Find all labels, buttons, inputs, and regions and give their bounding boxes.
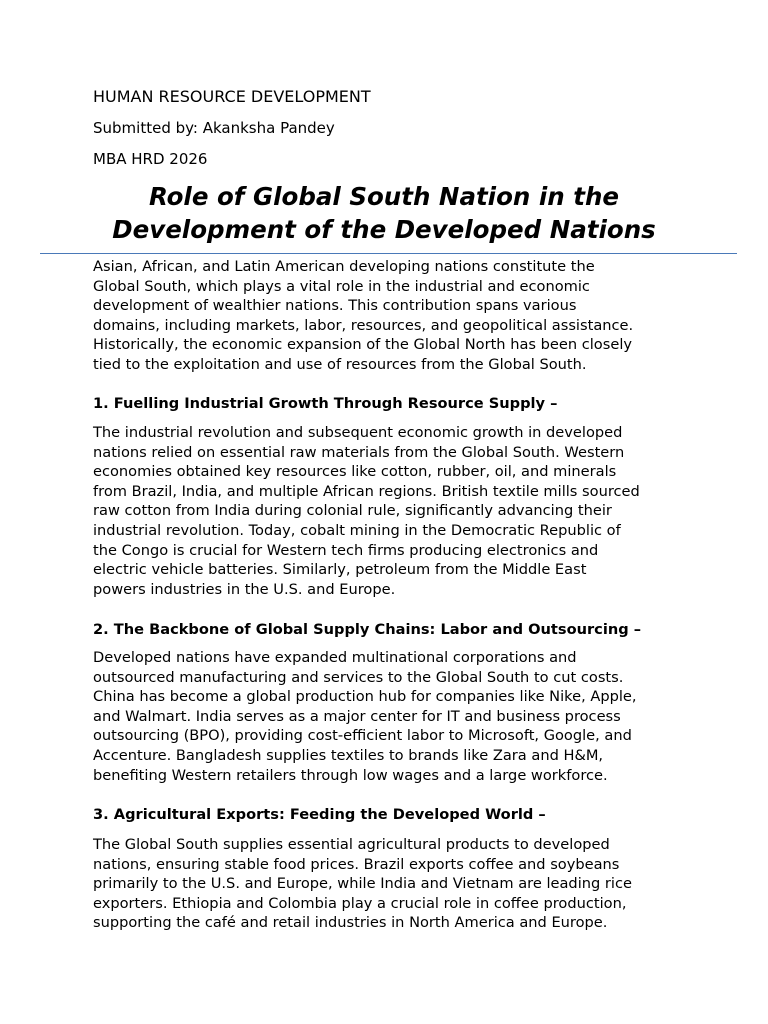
text-line: The industrial revolution and subsequent economic growth in developed [93, 424, 623, 441]
text-line: raw cotton from India during colonial rule, significantly advancing their [93, 502, 612, 520]
text-line: exporters. Ethiopia and Colombia play a crucial role in coffee production, [93, 894, 627, 912]
text-line: economies obtained key resources like cotton, rubber, oil, and minerals [93, 463, 617, 481]
text-line: nations relied on essential raw materials from the Global South. Western [93, 443, 625, 461]
text-line: supporting the café and retail industries in North America and Europe. [93, 914, 608, 932]
section-paragraph-supply-chains [93, 648, 693, 785]
text-line: from Brazil, India, and multiple African regions. British textile mills sourced [93, 482, 640, 500]
text-line: Accenture. Bangladesh supplies textiles to brands like Zara and H&M, [93, 746, 604, 764]
text-line: primarily to the U.S. and Europe, while India and Vietnam are leading rice [93, 875, 632, 893]
text-line: Global South, which plays a vital role in the industrial and economic [93, 277, 590, 295]
title-line: Role of Global South Nation in the [148, 182, 620, 211]
text-line: China has become a global production hub for companies like Nike, Apple, [93, 688, 637, 706]
section-heading-supply-chains: 2. The Backbone of Global Supply Chains: Labor and Outsourcing – [93, 621, 642, 638]
text-line: tied to the exploitation and use of resources from the Global South. [93, 355, 587, 373]
text-line: development of wealthier nations. This contribution spans various [93, 297, 577, 315]
text-line: and Walmart. India serves as a major center for IT and business process [93, 707, 621, 725]
text-line: Developed nations have expanded multinational corporations and [93, 649, 577, 666]
text-line: Historically, the economic expansion of the Global North has been closely [93, 336, 633, 354]
text-line: benefiting Western retailers through low wages and a large workforce. [93, 766, 608, 784]
section-paragraph-agricultural-exports [93, 835, 693, 933]
text-line: nations, ensuring stable food prices. Brazil exports coffee and soybeans [93, 855, 620, 873]
text-line: the Congo is crucial for Western tech firms producing electronics and [93, 541, 599, 559]
text-line: domains, including markets, labor, resources, and geopolitical assistance. [93, 316, 634, 334]
title-line: Development of the Developed Nations [112, 215, 656, 244]
section-paragraph-resource-supply [93, 423, 693, 599]
text-line: industrial revolution. Today, cobalt mining in the Democratic Republic of [93, 521, 621, 539]
text-line: outsourcing (BPO), providing cost-efficient labor to Microsoft, Google, and [93, 727, 632, 745]
submitted-by: Submitted by: Akanksha Pandey [93, 119, 335, 137]
text-line: outsourced manufacturing and services to the Global South to cut costs. [93, 668, 624, 686]
text-line: electric vehicle batteries. Similarly, petroleum from the Middle East [93, 561, 587, 579]
section-heading-agricultural-exports: 3. Agricultural Exports: Feeding the Developed World – [93, 806, 546, 823]
intro-paragraph [93, 257, 693, 375]
document-title [40, 180, 728, 246]
title-divider [40, 253, 737, 254]
course-name: HUMAN RESOURCE DEVELOPMENT [93, 87, 371, 106]
program-name: MBA HRD 2026 [93, 150, 208, 168]
section-heading-resource-supply: 1. Fuelling Industrial Growth Through Resource Supply – [93, 395, 558, 412]
text-line: The Global South supplies essential agricultural products to developed [93, 836, 610, 853]
text-line: Asian, African, and Latin American developing nations constitute the [93, 258, 595, 275]
text-line: powers industries in the U.S. and Europe. [93, 580, 396, 598]
